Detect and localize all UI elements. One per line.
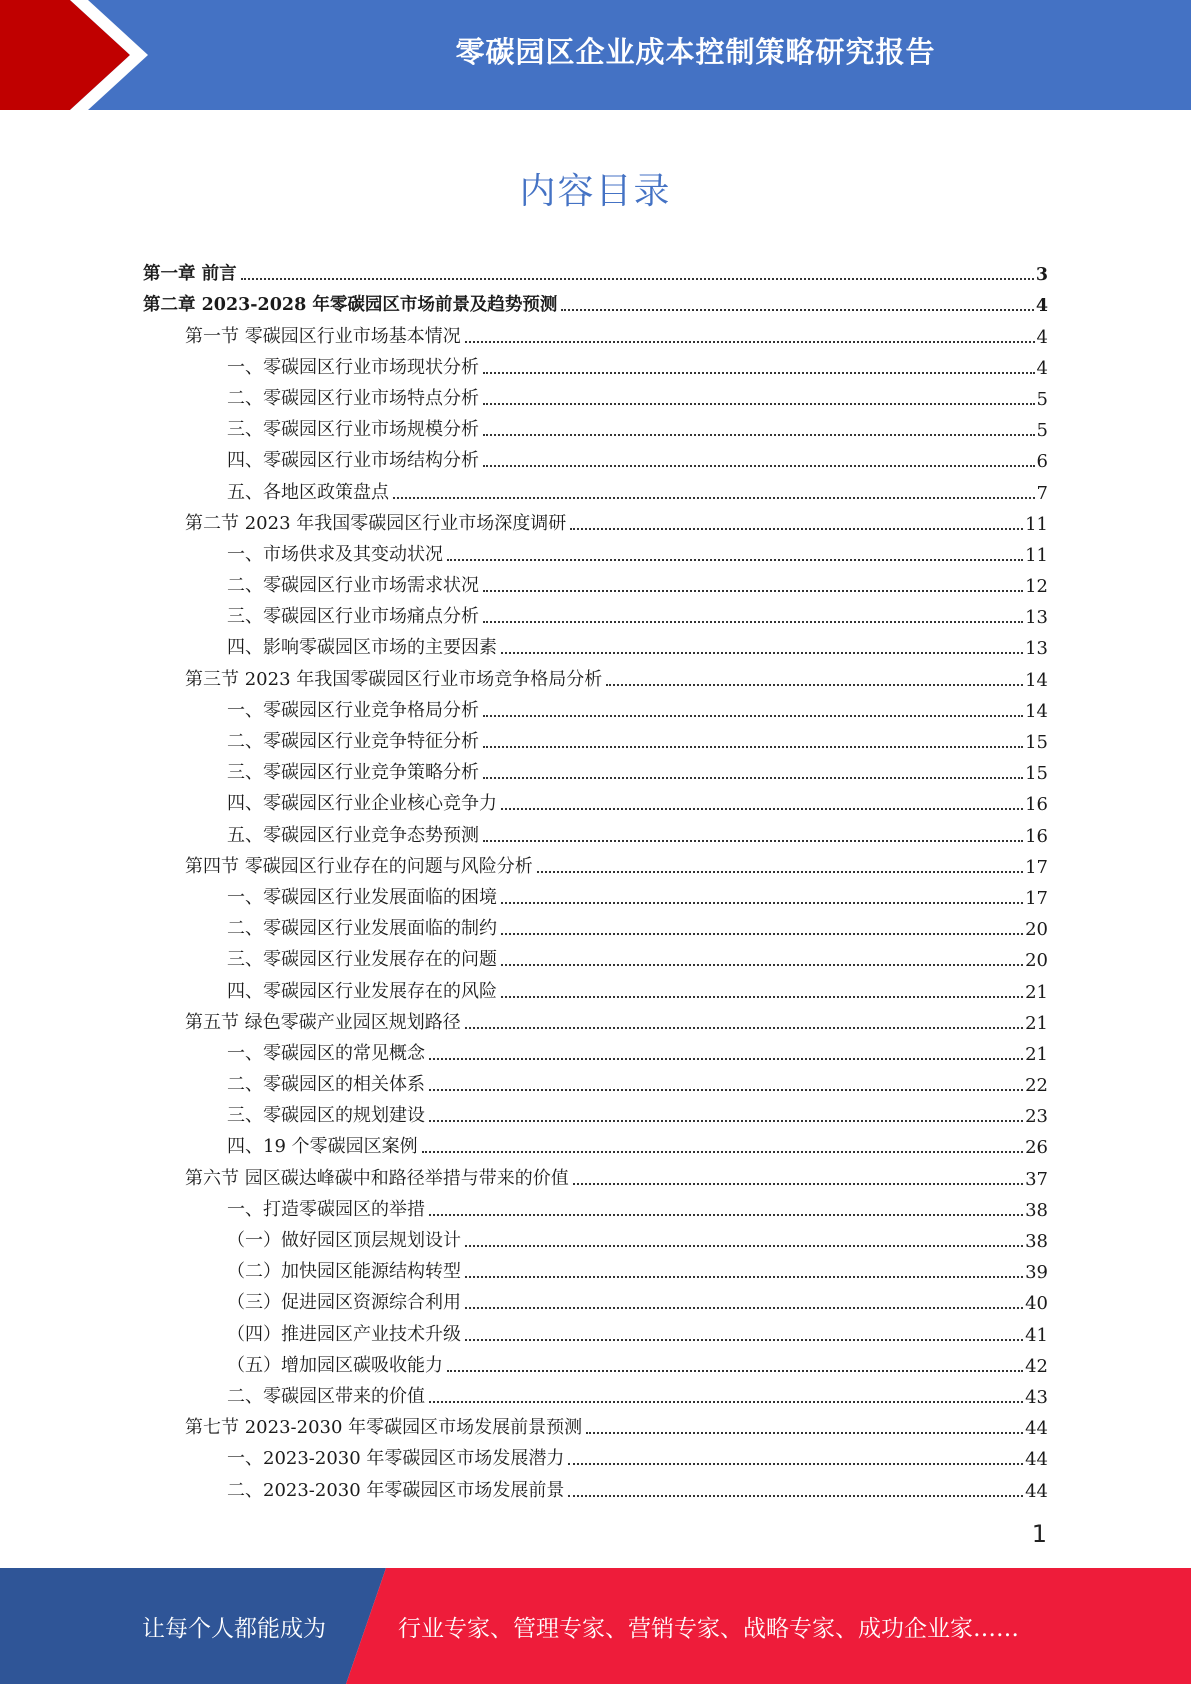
table-of-contents <box>143 254 1048 1502</box>
footer-slogan-right: 行业专家、管理专家、营销专家、战略专家、成功企业家…… <box>398 1615 1019 1642</box>
toc-entry-label: 四、零碳园区行业市场结构分析 <box>227 450 479 472</box>
toc-dot-leader <box>465 1027 1023 1029</box>
toc-entry-label: 二、零碳园区行业市场需求状况 <box>227 575 479 597</box>
toc-entry-label: 一、零碳园区行业竞争格局分析 <box>227 699 479 721</box>
toc-heading: 内容目录 <box>519 171 672 212</box>
toc-entry-label: （四）推进园区产业技术升级 <box>227 1323 461 1345</box>
toc-entry[interactable] <box>143 1158 1048 1189</box>
toc-dot-leader <box>573 1183 1023 1185</box>
toc-dot-leader <box>501 933 1023 935</box>
toc-entry[interactable] <box>143 1470 1048 1501</box>
toc-entry[interactable] <box>143 940 1048 971</box>
toc-entry-label: 一、市场供求及其变动状况 <box>227 543 443 565</box>
toc-entry-page: 20 <box>1025 919 1048 941</box>
toc-dot-leader <box>586 1432 1023 1434</box>
toc-entry-page: 16 <box>1025 825 1048 847</box>
toc-entry-label: 二、2023-2030 年零碳园区市场发展前景 <box>227 1479 565 1501</box>
toc-entry-page: 44 <box>1025 1418 1048 1440</box>
toc-entry-page: 21 <box>1025 1012 1048 1034</box>
chevron-red-shape <box>0 0 130 110</box>
toc-entry-label: 第四节 零碳园区行业存在的问题与风险分析 <box>185 855 533 877</box>
toc-entry-label: 第一章 前言 <box>143 264 237 285</box>
toc-entry-label: 第二节 2023 年我国零碳园区行业市场深度调研 <box>185 512 567 534</box>
toc-dot-leader <box>570 528 1023 530</box>
toc-entry-label: 第五节 绿色零碳产业园区规划路径 <box>185 1011 461 1033</box>
toc-entry-label: 四、零碳园区行业企业核心竞争力 <box>227 793 497 815</box>
toc-dot-leader <box>501 808 1023 810</box>
toc-dot-leader <box>483 590 1023 592</box>
toc-entry-label: 三、零碳园区行业市场痛点分析 <box>227 606 479 628</box>
toc-entry-label: 一、零碳园区行业市场现状分析 <box>227 356 479 378</box>
toc-dot-leader <box>483 434 1035 436</box>
toc-dot-leader <box>501 652 1023 654</box>
toc-entry-page: 7 <box>1036 482 1048 504</box>
toc-entry-page: 14 <box>1025 669 1048 691</box>
toc-entry-page: 21 <box>1025 1043 1048 1065</box>
report-title: 零碳园区企业成本控制策略研究报告 <box>455 34 936 69</box>
footer-slogan-left: 让每个人都能成为 <box>142 1615 326 1642</box>
toc-dot-leader <box>483 715 1023 717</box>
toc-dot-leader <box>465 1307 1023 1309</box>
toc-entry[interactable] <box>143 1408 1048 1439</box>
toc-entry-label: 二、零碳园区的相关体系 <box>227 1074 425 1096</box>
toc-entry-label: （二）加快园区能源结构转型 <box>227 1261 461 1283</box>
toc-entry-label: 三、零碳园区的规划建设 <box>227 1105 425 1127</box>
toc-entry-page: 39 <box>1025 1262 1048 1284</box>
toc-entry[interactable] <box>143 1283 1048 1314</box>
toc-entry-label: （一）做好园区顶层规划设计 <box>227 1230 461 1251</box>
toc-entry[interactable] <box>143 472 1048 503</box>
toc-dot-leader <box>483 621 1023 623</box>
toc-dot-leader <box>429 1214 1023 1216</box>
toc-entry-page: 11 <box>1025 513 1048 535</box>
toc-entry-label: 四、影响零碳园区市场的主要因素 <box>227 637 497 659</box>
toc-entry-label: 五、各地区政策盘点 <box>227 481 389 503</box>
toc-entry-page: 44 <box>1025 1449 1048 1471</box>
toc-dot-leader <box>501 902 1023 904</box>
toc-entry-label: 第三节 2023 年我国零碳园区行业市场竞争格局分析 <box>185 668 603 690</box>
toc-dot-leader <box>568 1463 1023 1465</box>
toc-entry-page: 15 <box>1025 732 1048 753</box>
toc-entry-page: 4 <box>1036 357 1048 379</box>
toc-entry-label: 第二章 2023-2028 年零碳园区市场前景及趋势预测 <box>143 295 558 316</box>
toc-entry-label: 四、零碳园区行业发展存在的风险 <box>227 980 497 1002</box>
toc-entry-label: 一、2023-2030 年零碳园区市场发展潜力 <box>227 1448 565 1470</box>
toc-entry-page: 15 <box>1025 763 1048 785</box>
toc-entry[interactable] <box>143 285 1048 316</box>
toc-entry-label: 四、19 个零碳园区案例 <box>227 1136 418 1158</box>
toc-entry[interactable] <box>143 691 1048 722</box>
toc-dot-leader <box>465 1339 1023 1341</box>
toc-entry-label: 二、零碳园区行业发展面临的制约 <box>227 918 497 940</box>
toc-entry-page: 38 <box>1025 1231 1048 1252</box>
toc-entry[interactable] <box>143 909 1048 940</box>
toc-entry-label: 二、零碳园区行业竞争特征分析 <box>227 731 479 752</box>
toc-entry[interactable] <box>143 1252 1048 1283</box>
toc-entry-label: （三）促进园区资源综合利用 <box>227 1292 461 1314</box>
toc-entry-label: 第七节 2023-2030 年零碳园区市场发展前景预测 <box>185 1417 583 1439</box>
toc-entry-page: 17 <box>1025 887 1048 909</box>
header-band <box>0 0 1191 110</box>
toc-entry[interactable] <box>143 1377 1048 1408</box>
toc-entry[interactable] <box>143 1314 1048 1345</box>
toc-entry-page: 11 <box>1025 544 1048 566</box>
toc-dot-leader <box>422 1151 1023 1153</box>
toc-entry[interactable] <box>143 535 1048 566</box>
toc-entry-page: 21 <box>1025 981 1048 1003</box>
toc-entry-label: 二、零碳园区行业市场特点分析 <box>227 387 479 409</box>
toc-entry[interactable] <box>143 1034 1048 1065</box>
toc-entry-page: 20 <box>1025 950 1048 972</box>
toc-entry[interactable] <box>143 628 1048 659</box>
toc-entry-label: （五）增加园区碳吸收能力 <box>227 1354 443 1376</box>
toc-dot-leader <box>447 559 1023 561</box>
toc-entry-page: 42 <box>1025 1355 1048 1377</box>
toc-entry-page: 12 <box>1025 576 1048 598</box>
toc-entry-label: 二、零碳园区带来的价值 <box>227 1385 425 1407</box>
toc-entry[interactable] <box>143 815 1048 846</box>
toc-entry-label: 第一节 零碳园区行业市场基本情况 <box>185 325 461 347</box>
toc-entry[interactable] <box>143 1096 1048 1127</box>
toc-dot-leader <box>429 1089 1023 1091</box>
toc-entry-page: 4 <box>1035 296 1048 317</box>
toc-dot-leader <box>429 1401 1023 1403</box>
toc-entry-page: 13 <box>1025 638 1048 660</box>
toc-entry-page: 4 <box>1036 326 1048 348</box>
toc-entry-page: 5 <box>1036 388 1048 410</box>
toc-entry[interactable] <box>143 1439 1048 1470</box>
toc-dot-leader <box>429 1120 1023 1122</box>
toc-entry-page: 37 <box>1025 1168 1048 1190</box>
toc-entry-page: 23 <box>1025 1106 1048 1128</box>
toc-dot-leader <box>465 1245 1023 1247</box>
toc-entry[interactable] <box>143 753 1048 784</box>
toc-dot-leader <box>501 964 1023 966</box>
toc-entry[interactable] <box>143 847 1048 878</box>
toc-entry[interactable] <box>143 597 1048 628</box>
toc-entry-label: 三、零碳园区行业竞争策略分析 <box>227 762 479 784</box>
toc-entry-page: 5 <box>1036 420 1048 442</box>
toc-entry[interactable] <box>143 566 1048 597</box>
toc-entry-label: 三、零碳园区行业发展存在的问题 <box>227 949 497 971</box>
toc-entry-page: 40 <box>1025 1293 1048 1315</box>
toc-entry[interactable] <box>143 379 1048 410</box>
toc-dot-leader <box>537 871 1023 873</box>
toc-dot-leader <box>483 840 1023 842</box>
toc-dot-leader <box>501 996 1023 998</box>
toc-entry[interactable] <box>143 1127 1048 1158</box>
toc-dot-leader <box>483 777 1023 779</box>
toc-dot-leader <box>568 1495 1023 1497</box>
toc-entry[interactable] <box>143 316 1048 347</box>
toc-entry[interactable] <box>143 1346 1048 1377</box>
toc-entry[interactable] <box>143 878 1048 909</box>
toc-dot-leader <box>561 309 1033 311</box>
toc-entry-label: 一、打造零碳园区的举措 <box>227 1198 425 1220</box>
toc-entry[interactable] <box>143 971 1048 1002</box>
toc-entry[interactable] <box>143 410 1048 441</box>
toc-entry-page: 17 <box>1025 856 1048 878</box>
toc-entry-label: 五、零碳园区行业竞争态势预测 <box>227 824 479 846</box>
toc-entry[interactable] <box>143 1003 1048 1034</box>
page-number: 1 <box>1031 1520 1047 1548</box>
toc-dot-leader <box>483 746 1023 748</box>
toc-entry[interactable] <box>143 784 1048 815</box>
toc-entry-page: 3 <box>1035 265 1048 286</box>
toc-entry-page: 13 <box>1025 607 1048 629</box>
toc-entry-label: 三、零碳园区行业市场规模分析 <box>227 419 479 441</box>
toc-entry-label: 一、零碳园区的常见概念 <box>227 1042 425 1064</box>
toc-entry-page: 44 <box>1025 1480 1048 1502</box>
toc-dot-leader <box>393 497 1035 499</box>
toc-entry[interactable] <box>143 1221 1048 1252</box>
toc-entry[interactable] <box>143 659 1048 690</box>
toc-entry[interactable] <box>143 254 1048 285</box>
toc-entry-page: 26 <box>1025 1137 1048 1159</box>
toc-dot-leader <box>465 341 1035 343</box>
toc-entry-page: 14 <box>1025 700 1048 722</box>
toc-dot-leader <box>465 1276 1023 1278</box>
toc-entry-page: 41 <box>1025 1324 1048 1346</box>
toc-entry-page: 16 <box>1025 794 1048 816</box>
toc-entry[interactable] <box>143 1065 1048 1096</box>
toc-dot-leader <box>606 684 1023 686</box>
toc-entry[interactable] <box>143 1190 1048 1221</box>
toc-entry[interactable] <box>143 722 1048 753</box>
toc-entry-page: 22 <box>1025 1075 1048 1097</box>
toc-entry[interactable] <box>143 441 1048 472</box>
toc-entry-label: 一、零碳园区行业发展面临的困境 <box>227 886 497 908</box>
toc-entry-page: 6 <box>1036 451 1048 473</box>
toc-dot-leader <box>241 278 1034 280</box>
toc-dot-leader <box>429 1058 1023 1060</box>
toc-entry[interactable] <box>143 504 1048 535</box>
toc-dot-leader <box>447 1370 1023 1372</box>
toc-entry-page: 38 <box>1025 1199 1048 1221</box>
toc-dot-leader <box>483 465 1035 467</box>
toc-entry-page: 43 <box>1025 1386 1048 1408</box>
toc-entry-label: 第六节 园区碳达峰碳中和路径举措与带来的价值 <box>185 1167 569 1189</box>
toc-entry[interactable] <box>143 348 1048 379</box>
footer-band <box>0 1568 1191 1684</box>
toc-dot-leader <box>483 372 1035 374</box>
toc-dot-leader <box>483 403 1035 405</box>
